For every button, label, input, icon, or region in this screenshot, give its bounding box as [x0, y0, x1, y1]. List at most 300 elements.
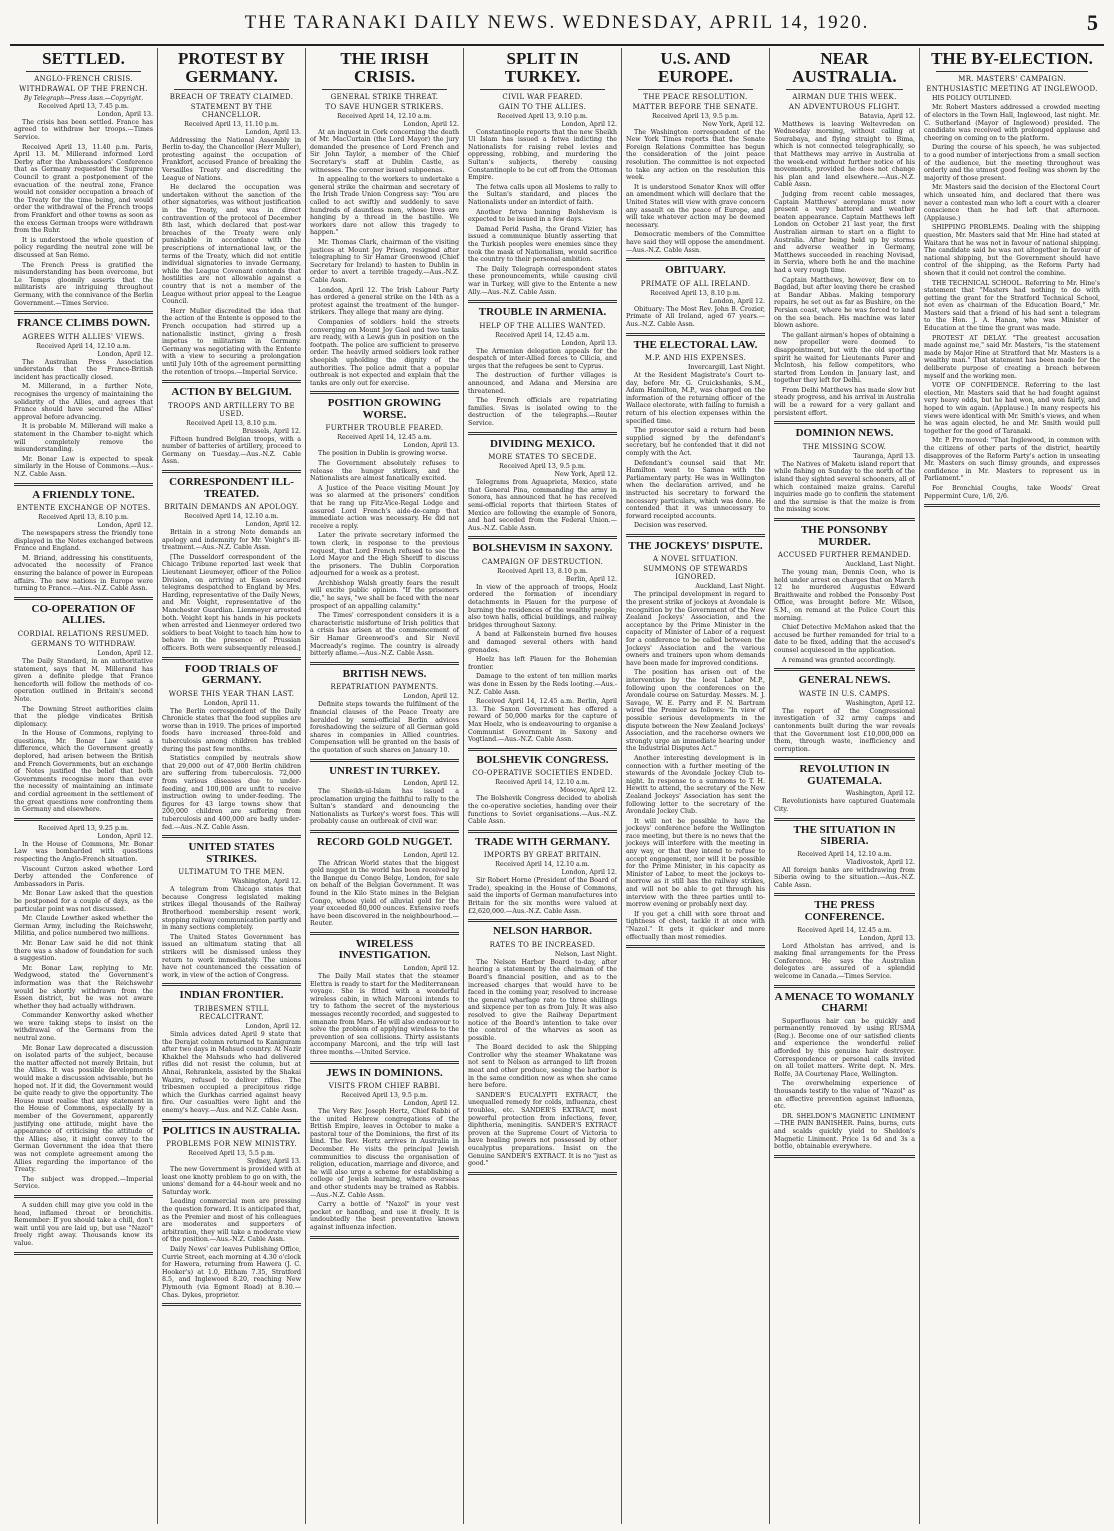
article — [468, 307, 617, 434]
article-subheadline: VISITS FROM CHIEF RABBI. — [328, 1082, 441, 1091]
article-subheadline: AIRMAN DUE THIS WEEK. — [792, 92, 897, 101]
article-paragraph: Revolutionists have captured Guatemala City. — [774, 798, 915, 813]
dateline: Washington, April 12. — [231, 878, 301, 886]
article — [468, 926, 617, 1175]
dateline: London, April 13. — [97, 110, 153, 118]
article-separator — [468, 300, 617, 303]
article-separator — [14, 1195, 153, 1198]
article — [774, 825, 915, 897]
article-paragraph: Companies of soldiers hold the streets converging on Mount Joy Gaol and two tanks are ready, with a Lewis gun in position on the footpath. The police are sufficient to preserve order. The heavily armed soldiers look rather sheepish upholding the dignity of the authorities. The police admit that a popular outbreak is not expected and explain that the tanks are only out for exercise. — [310, 318, 459, 387]
article-headline: NEAR AUSTRALIA. — [792, 49, 897, 86]
received-time: Received April 13, 7.45 p.m. — [38, 102, 129, 110]
dateline: London, April 12. — [97, 832, 153, 840]
article-paragraph: Commander Kenworthy asked whether we were taking steps to insist on the withdrawal of the Germans from the neutral zone. — [14, 1012, 153, 1043]
article-separator — [310, 391, 459, 394]
headline-rule — [322, 89, 447, 90]
article — [626, 541, 765, 948]
article-subheadline: IMPORTS BY GREAT BRITAIN. — [483, 851, 602, 860]
article-paragraph: Simla advices dated April 9 state that the Derajat column returned to Kaniguram after two days in Mahsud country. At Nazir Khakhel the Mahsuds who had delivered rifles did not resist the column, but at Ahnai, Rehrankela, assisted by the Shakai Wazirs, refused to deliver rifles. The tribesmen occupied a precipitous ridge which the Gurkhas carried against heavy fire. Our casualties were light and the enemy's heavy.—Aus. and N.Z. Cable Assn. — [162, 1030, 301, 1114]
newspaper-column — [622, 48, 770, 1524]
article-subheadline: ANGLO-FRENCH CRISIS. — [34, 74, 133, 83]
received-time: Received April 14, 12.10 a.m. — [495, 861, 590, 869]
article-paragraph: The Bolshevik Congress decided to abolish the co-operative societies, handing over their functions to Soviet organisations.—Aus.-N.Z. Cable Assn. — [468, 795, 617, 826]
dateline: London, April 12. — [403, 693, 459, 701]
article-headline: THE BY-ELECTION. — [931, 49, 1093, 68]
article-headline: OBITUARY. — [665, 264, 726, 277]
article-subheadline: ULTIMATUM TO THE MEN. — [178, 868, 285, 877]
article — [774, 525, 915, 671]
received-time: London, April 11. — [203, 699, 260, 707]
received-time: Received April 13, 9.25 p.m. — [38, 824, 129, 832]
headline-rule — [480, 89, 605, 90]
received-time: Received April 13, 8.10 p.m. — [650, 289, 741, 297]
article-paragraph: The French Press is gratified the misunderstanding has been overcome, but Le Temps gloomily asserts that the militarists are intriguing throughout Germany, with the connivance of the Berlin Government.—Times Service. — [14, 261, 153, 307]
article — [774, 992, 915, 1158]
article-paragraph: Defendant's counsel said that Mr. Hamilton went to Samoa with the Parliamentary party. He was in Wellington when the declaration arrived, and he instructed his secretary to forward the necessary particulars, which was done. He contended that it was unnecessary to forward receipted accounts. — [626, 459, 765, 520]
article-paragraph: Lord Atholstan has arrived, and is making final arrangements for the Press Conference. He says the Australian delegates are assured of a splendid welcome in Canada.—Times Service. — [774, 942, 915, 980]
article-paragraph: Decision was reserved. — [634, 522, 708, 530]
article-paragraph: For Bronchial Coughs, take Woods' Great Peppermint Cure, 1/6, 2/6. — [924, 484, 1100, 500]
received-time: Received April 14, 12.10 a.m. — [184, 513, 279, 521]
received-time: Received April 13, 11.10 p.m. — [184, 120, 279, 128]
article-paragraph: The Times' correspondent considers it is a characteristic misfortune of Irish politics that a crisis has arisen at the commencement of Sir Hamar Greenwood's and Sir Nevil Macready's regime. The country is already bitterly aflame.—Aus.-N.Z. Cable Assn. — [310, 612, 459, 658]
article-paragraph: The Berlin correspondent of the Daily Chronicle states that the food supplies are worse than in 1919. The prices of imported foods have increased three-fold and tuberculosis among children has trebled during the past few months. — [162, 707, 301, 753]
article-separator — [774, 757, 915, 760]
dateline: London, April 12. — [245, 1022, 301, 1030]
article-paragraph: Archbishop Walsh greatly fears the result will excite public opinion. "If the prisoners die," he says, "we shall be faced with the near prospect of an appalling calamity." — [310, 579, 459, 610]
article-headline: CORRESPONDENT ILL-TREATED. — [169, 476, 294, 500]
dateline: New York, April 12. — [554, 471, 617, 479]
article — [468, 543, 617, 750]
headline-rule — [638, 89, 753, 90]
article-headline: CO-OPERATION OF ALLIES. — [31, 602, 136, 627]
article-headline: UNITED STATES STRIKES. — [188, 841, 275, 865]
article-paragraph: It is understood the whole question of policy regarding the neutral zone will be discussed at San Remo. — [14, 236, 153, 259]
article-separator — [162, 1303, 301, 1306]
article-paragraph: In appealing to the workers to undertake a general strike the chairman and secretary of the Irish Trade Union Congress say: "You are called to act swiftly and suddenly to save hundreds of dauntless men, whose lives are hanging by a thread in the bastille. We workers dare not allow this tragedy to happen." — [310, 176, 459, 237]
article-paragraph: In the House of Commons, Mr. Bonar Law was bombarded with questions respecting the Anglo-French situation. — [14, 840, 153, 863]
article — [162, 1126, 301, 1307]
article-paragraph: SHIPPING PROBLEMS. Dealing with the shipping question, Mr. Masters said that Mr. Hine had stated at Waitara that he was not in favour of national shipping. The candidate said he was not altogether in favour of national shipping, but the Government should have control of the shipping, as the Reform Party had shown that it could not control the combine. — [924, 224, 1100, 277]
article-separator — [14, 1252, 153, 1255]
telegraph-credit: By Telegraph—Press Assn.—Copyright. — [23, 94, 144, 102]
article-subheadline: BRITAIN DEMANDS AN APOLOGY. — [164, 503, 299, 512]
article-paragraph: A telegram from Chicago states that because Congress legislated making strikes illegal thousands of the Railway Brotherhood membership resent work, stopping railway communication partly and in many sections completely. — [162, 886, 302, 932]
article-paragraph: It is understood Senator Knox will offer an amendment which will declare that the United States will view with grave concern any assault on the peace of Europe, and will take whatever action may be deemed necessary. — [626, 183, 765, 229]
article-separator — [774, 985, 915, 988]
article-headline: U.S. AND EUROPE. — [657, 49, 734, 86]
article-subheadline: RATES TO BE INCREASED. — [489, 940, 596, 949]
article-paragraph: It is probable M. Millerand will make a statement in the Chamber to-night which will completely remove the misunderstanding. — [14, 423, 153, 454]
article-separator — [310, 932, 459, 935]
dateline: London, April 12. — [403, 120, 459, 128]
article-paragraph: PROTEST AT DELAY. "The greatest accusation made against me," said Mr. Masters, "is the statement made by Major Hine at Stratford that Mr. Masters is a wealthy man." That statement has been made for the deliberate purpose of creating a breach between myself and the working men. — [924, 334, 1100, 380]
article — [14, 50, 153, 314]
article-separator — [774, 818, 915, 821]
article-subheadline: GENERAL STRIKE THREAT. — [330, 92, 439, 101]
article-separator — [14, 818, 153, 821]
article-paragraph: Daily News' car leaves Publishing Office, Currie Street, each morning at 4.30 o'clock for Hawera, returning from Hawera (J. C. Hooker's) at 1.0, Eltham 7.35, Stratford 8.5, and Inglewood 8.20, reaching New Plymouth (via Egmont Road) at 8.30.—Chas. Dykes, proprietor. — [162, 1245, 301, 1299]
article-subheadline: CIVIL WAR FEARED. — [502, 92, 583, 101]
article — [468, 837, 617, 923]
article — [310, 837, 459, 935]
newspaper-column — [770, 48, 920, 1524]
article — [310, 669, 459, 762]
article-paragraph: All foreign banks are withdrawing from Siberia owing to the situation.—Aus.-N.Z. Cable Assn. — [774, 866, 915, 889]
dateline: London, April 12. — [97, 522, 153, 530]
article-paragraph: It will not be possible to have the jockeys' conference before the Wellington race meeting, but there is no news that the jockeys will interfere with the meeting in any way, or that they intend to refuse to accept engagement, nor will it be possible for the Prime Minister, in his capacity as Minister of Labor, to meet the jockeys to-morrow as it still has the railway strikes, and will not be able to get through his interview with the three parties until to-morrow evening or probably next day. — [626, 817, 765, 909]
received-time: Received April 14, 12.10 a.m. — [36, 342, 131, 350]
article-paragraph: The position has arisen out of the intervention by the local Labor M.P., following upon the conferences on the Avondale course on Saturday. Messrs. M. J. Savage, W. E. Parry and F. N. Bartram wired the Premier as follows: "In view of possible serious developments in the dispute between the New Zealand Jockeys' Association, and the racehorse owners we strongly urge an immediate hearing under the Industrial Disputes Act." — [626, 669, 765, 753]
article-paragraph: From Delhi Matthews has made slow but steady progress, and his arrival in Australia will be a reward for a very gallant and persistent effort. — [774, 386, 915, 417]
article-paragraph: Received April 13, 11.40 p.m. Paris, April 13. M. Millerand informed Lord Derby after the Ambassadors' Conference that as Germany requested the Supreme Council to grant a postponement of the evacuation of the neutral zone, France would not consider occupation a breach of the Treaty for the time being, and would order the withdrawal of the French troops from Frankfort and other towns as soon as the excess German troops were withdrawn from the Ruhr. — [14, 143, 153, 235]
article-headline: THE PRESS CONFERENCE. — [804, 899, 885, 923]
article-headline: A MENACE TO WOMANLY CHARM! — [774, 990, 915, 1015]
article-headline: BRITISH NEWS. — [342, 667, 427, 680]
article-headline: SPLIT IN TURKEY. — [504, 49, 581, 86]
article-paragraph: Mr. Bonar Law asked that the question be postponed for a couple of days, as the particular point was not discussed. — [14, 890, 153, 913]
article-paragraph: Mr. Thomas Clark, chairman of the visiting justices at Mount Joy Prison, resigned after telegraphing to Sir Hamar Greenwood (Chief Secretary for Ireland) to hasten to Dublin in order to avert a terrible tragedy.—Aus.-N.Z. Cable Assn. — [310, 239, 459, 284]
article-paragraph: The Daily Telegraph correspondent states these pronouncements, while causing civil war in Turkey, will give to the Entente a new Ally.—Aus.-N.Z. Cable Assn. — [468, 265, 617, 296]
article-paragraph: The Downing Street authorities claim that the pledge vindicates British diplomacy. — [14, 705, 153, 728]
article-paragraph: Addressing the National Assembly in Berlin to-day, the Chancellor (Herr Muller), protesting against the occupation of Frankfort, accused France of breaking the Versailles Treaty and discrediting the League of Nations. — [162, 136, 301, 182]
article-separator — [162, 835, 301, 838]
dateline: London, April 12. — [403, 1100, 459, 1108]
article-paragraph: DR. SHELDON'S MAGNETIC LINIMENT—THE PAIN BANISHER. Pains, burns, cuts and scalds quickly yield to Sheldon's Magnetic Liniment. Price 1s 6d and 3s a bottle, obtainable everywhere. — [774, 1112, 915, 1151]
article-subheadline: CORDIAL RELATIONS RESUMED. — [17, 629, 150, 638]
article-headline: SETTLED. — [42, 49, 125, 68]
article-subheadline: GERMANS TO WITHDRAW. — [31, 639, 136, 648]
article-separator — [626, 945, 765, 948]
dateline: London, April 13. — [245, 128, 301, 136]
received-time: Received April 13, 8.10 p.m. — [186, 419, 277, 427]
article-headline: THE IRISH CRISIS. — [340, 49, 429, 86]
article-headline: INDIAN FRONTIER. — [179, 989, 284, 1002]
article-paragraph: A sudden chill may give you cold in the head, inflamed throat or bronchitis. Remember: If you should take a chill, don't wait until you are laid up, but use "Nazol" freely right away. Thousands know its value. — [14, 1201, 153, 1247]
received-time: Received April 13, 8.10 p.m. — [38, 514, 129, 522]
article-paragraph: M. Briand, addressing his constituents, advocated the necessity of France ensuring the balance of power in European affairs. The new nations in Europe were turning to France.—Aus.-N.Z. Cable Assn. — [14, 554, 153, 593]
article — [14, 1202, 153, 1255]
dateline: London, April 12. — [403, 780, 459, 788]
dateline: Washington, April 12. — [845, 790, 915, 798]
dateline: Vladivostok, April 12. — [846, 858, 915, 866]
newspaper-column — [306, 48, 464, 1524]
article-separator — [774, 421, 915, 424]
article-subheadline: SUMMONS OF STEWARDS IGNORED. — [643, 565, 748, 582]
article-separator — [468, 432, 617, 435]
article-headline: JEWS IN DOMINIONS. — [326, 1066, 443, 1079]
article-paragraph: The Daily Mail states that the steamer Elettra is ready to start for the Mediterranean voyage. She is fitted with a wonderful wireless cabin, in which Marconi intends to try to fathom the secret of the mysterious messages recently recorded, and suggested to emanate from Mars. He will also endeavour to solve the problem of applying wireless to the prevention of sea collisions. Thirty assistants accompany Marconi, and the trip will last three months.—United Service. — [310, 973, 459, 1056]
article-separator — [310, 759, 459, 762]
dateline: Auckland, Last Night. — [845, 561, 915, 569]
article-separator — [310, 1061, 459, 1064]
article-paragraph: He declared the occupation was undertaken without the sanction of the other signatories, was without justification in the Treaty, and was in direct contravention of the protocol of December 8th last, which declared that post-war breaches of the Treaty were only punishable in accordance with the prescriptions of international law, or the terms of the Treaty, which did not entitle individual signatories to invade Germany, while the League Covenant contends that hostilities are not allowable against a country that is not a member of the League without prior appeal to the League Council. — [162, 184, 301, 306]
article-paragraph: Statistics compiled by neutrals show that 29,000 out of 47,000 Berlin children are suffering from tuberculosis. 72,000 from various diseases due to under-feeding, and 100,000 are unfit to receive instruction owing to under-feeding. The figures for 43 large towns show that 200,000 children are suffering from tuberculosis and 400,000 are badly under-fed.—Aus.-N.Z. Cable Assn. — [162, 755, 301, 831]
article-paragraph: The prosecutor said a return had been supplied signed by the defendant's secretary, but he contended that it did not comply with the Act. — [626, 427, 765, 457]
article — [626, 50, 765, 261]
article-paragraph: The overwhelming experience of thousands testify to the value of "Nazol" as an effective prevention against influenza, etc. — [774, 1080, 915, 1111]
article-paragraph: The gallant airman's hopes of obtaining a new propeller were doomed to disappointment, but with the old sporting spirit he waited for Lieutenants Parer and McIntosh, his fellow competitors, who started from London in January last, and together they left for Delhi. — [774, 331, 915, 385]
dateline: London, April 12. — [709, 297, 765, 305]
article — [14, 825, 153, 1198]
article-paragraph: The Washington correspondent of the New York Times reports that the Senate Foreign Relations Committee has begun the consideration of the joint peace resolution. The committee is not expected to take any action on the resolution this week. — [626, 128, 765, 182]
article-headline: UNREST IN TURKEY. — [329, 764, 440, 777]
dateline: Batavia, April 12. — [859, 112, 915, 120]
article-paragraph: The destruction of further villages is announced, and Adana and Mersina are threatened. — [468, 372, 617, 395]
article-subheadline: STATEMENT BY THE CHANCELLOR. — [190, 102, 273, 119]
article-headline: RECORD GOLD NUGGET. — [316, 836, 453, 849]
received-time: Received April 14, 12.10 a.m. — [495, 779, 590, 787]
article-paragraph: Definite steps towards the fulfilment of the financial clauses of the Peace Treaty are heralded by semi-official Berlin advices foreshadowing the seizure of all German gold shares in companies in Allied countries. Compensation will be granted on the basis of the quotation of such shares on January 10. — [310, 701, 459, 754]
article-paragraph: Matthews is leaving Weltevreden on Wednesday morning, without calling at Sourabaya, and flying straight to Bima, which is not connected telegraphically, so that Matthews may arrive in Australia at the week-end without further notice of his movements, provided he does not change his plan and land elsewhere.—Aus.-N.Z. Cable Assn. — [774, 120, 915, 189]
article-subheadline: CO-OPERATIVE SOCIETIES ENDED. — [472, 769, 613, 778]
article-paragraph: The Board decided to ask the Shipping Controller why the steamer Whakatane was not sent to Nelson as arranged to lift frozen meat and other produce, seeing the harbor is in the same condition now as when she came here before. — [468, 1044, 617, 1090]
article-paragraph: A Justice of the Peace visiting Mount Joy was so alarmed at the prisoners' condition that he rang up Fitz-Vice-Regal Lodge and assured Lord French's aide-de-camp that immediate action was necessary. He did not receive a reply. — [310, 484, 459, 530]
article-subheadline: THE PEACE RESOLUTION. — [643, 92, 748, 101]
received-time: Received April 14, 12.45 a.m. — [337, 434, 432, 442]
article-separator — [468, 919, 617, 922]
dateline: New York, April 12. — [702, 120, 765, 128]
article-subheadline: ENTHUSIASTIC MEETING AT INGLEWOOD. — [926, 84, 1098, 93]
article-headline: DOMINION NEWS. — [795, 427, 894, 440]
article-paragraph: The Government absolutely refuses to release the hunger strikers, and the Nationalists are almost fanatically excited. — [310, 459, 459, 483]
article-paragraph: Carry a bottle of "Nazol" in your vest pocket or handbag, and use it freely. It is undoubtedly the best preventative known against influenza infection. — [310, 1201, 459, 1231]
dateline: Invercargill, Last Night. — [687, 364, 765, 372]
article-headline: BOLSHEVISM IN SAXONY. — [472, 542, 613, 555]
article — [468, 755, 617, 833]
article-subheadline: BREACH OF TREATY CLAIMED. — [169, 92, 294, 101]
article-paragraph: Herr Muller discredited the idea that the action of the Entente is opposed to the French occupation had stirred up a nationalistic instinct, giving a fresh impetus to militarism in Germany. Germany was negotiating with the Entente with a view to securing a prolongation until July 10th of the agreement permitting the retention of troops.—Imperial Service. — [162, 307, 301, 376]
article-paragraph: The Australian Press Association understands that the France-British incident has practically closed. — [14, 358, 153, 381]
article-paragraph: Captain Matthews, however, flew on to Bagdad, but after leaving there he crashed at Bandar Abbas. Making temporary repairs, he set out as far as Bushire, on the Persian coast, where he was forced to land on the sea beach. His machine was later blown ashore. — [774, 276, 915, 330]
article-paragraph: At the Resident Magistrate's Court to-day, before Mr. G. Cruickshanks, S.M., Adam Hamilton, M.P., was charged on the information of the returning officer of the Wallace electorate, with failing to furnish a return of his election expenses within the specified time. — [626, 372, 765, 425]
received-time: Received April 13, 8.10 p.m. — [497, 567, 588, 575]
article — [468, 50, 617, 303]
article-separator — [774, 893, 915, 896]
article-paragraph: Democratic members of the Committee have said they will oppose the amendment.—Aus.-N.Z. Cable Assn. — [626, 231, 765, 254]
article-paragraph: Damad Ferid Pasha, the Grand Vizier, has issued a communique bluntly asserting that the Turkish peoples were enemies since they took the mask of Nationalism, would sacrifice the country to their personal ambition. — [468, 225, 617, 264]
article-paragraph: The new Government is provided with at least one knotty problem to go on with, the unions' demand for a 44-hour week and no Saturday work. — [162, 1166, 301, 1196]
article — [774, 50, 915, 424]
article — [310, 766, 459, 834]
headline-rule — [936, 71, 1088, 72]
article-paragraph: [The Dusseldorf correspondent of the Chicago Tribune reported last week that Lieutenant Lieumeyer, officer of the Police Division, on arriving at Essen secured telegrams despatched to England by Mrs. Harding, representative of the Daily News, and Mr. Voight, representative of the Manchester Guardian. Lienmeyer arrested both. Voight kept his hands in his pockets when arrested and Lienmeyer ordered two soldiers to beat Voight to teach him how to behave in the presence of Prussian officers. Both were subsequently released.] — [162, 553, 301, 653]
article-headline: ACTION BY BELGIUM. — [171, 386, 292, 399]
dateline: Moscow, April 12. — [559, 787, 617, 795]
article-paragraph: Later the private secretary informed the town clerk, in response to the previous request, that Lord French refused to see the Lord Mayor and the High Sheriff to discuss the prisoners. The Dublin Corporation adjourned for a week as a protest. — [310, 532, 459, 578]
headline-rule — [786, 89, 903, 90]
article-headline: THE SITUATION IN SIBERIA. — [793, 823, 896, 848]
article-separator — [774, 668, 915, 671]
article-subheadline: PROBLEMS FOR NEW MINISTRY. — [166, 1140, 297, 1149]
article-paragraph: A remand was granted accordingly. — [782, 656, 896, 664]
article-paragraph: Damage to the extent of ten million marks was done in Essen by the Reds looting.—Aus.-N.Z. Cable Assn. — [468, 673, 617, 696]
article-headline: NELSON HARBOR. — [492, 925, 593, 938]
article-subheadline: REPATRIATION PAYMENTS. — [330, 683, 439, 692]
newspaper-column — [464, 48, 622, 1524]
received-time: Received April 13, 9.5 p.m. — [652, 112, 739, 120]
columns-container — [10, 48, 1104, 1526]
article-headline: THE PONSONBY MURDER. — [800, 523, 889, 548]
article-separator — [924, 504, 1100, 507]
article — [162, 50, 301, 383]
article-subheadline: FURTHER TROUBLE FEARED. — [325, 424, 444, 433]
article-separator — [310, 662, 459, 665]
dateline: London, April 13. — [561, 339, 617, 347]
article-separator — [162, 470, 301, 473]
dateline: London, April 13. — [403, 442, 459, 450]
article-paragraph: The African World states that the biggest gold nugget in the world has been received by the Banque du Congo Belge, London, for sale on behalf of the Belgian Government. It was found in the Kilo State mines in the Belgian Congo, whose yield of alluvial gold for the year exceeded 80,000 ounces. Extensive reefs have been discovered in the neighbourhood.—Reuter. — [310, 859, 459, 928]
article-separator — [310, 830, 459, 833]
article-separator — [162, 380, 301, 383]
article-subheadline: WORSE THIS YEAR THAN LAST. — [168, 689, 295, 698]
article-paragraph: The United States Government has issued an ultimatum stating that all strikers will be dismissed unless they return to work immediately. The unions have not countenanced the cessation of work, in view of the action of Congress. — [162, 933, 301, 979]
article — [310, 398, 459, 665]
article-paragraph: Hoelz has left Plauen for the Bohemian frontier. — [468, 656, 617, 671]
article-paragraph: The young man, Dennis Coen, who is held under arrest on charges that on March 12 he murdered Augustus Edward Braithwaite and robbed the Ponsonby Post Office, was brought before Mr. Wilson, S.M., on remand at the Police Court this morning. — [774, 569, 915, 622]
article — [626, 340, 765, 537]
dateline: London, April 12. — [97, 649, 153, 657]
article — [774, 675, 915, 760]
article-paragraph: Chief Detective McMahon asked that the accused be further remanded for trial to a date to be fixed, adding that the accused's counsel acquiesced in the application. — [774, 624, 915, 654]
article-paragraph: The French officials are repatriating families. Sivas is isolated owing to the destruction of the telegraphs.—Reuter Service. — [468, 397, 617, 428]
article-paragraph: Superfluous hair can be quickly and permanently removed by using RUSMA (Reg.). Become one of our satisfied clients and experience the wonderful relief afforded by this genuine hair destroyer. Correspondence or personal calls invited on all toilet matters. Write dept. N. Mrs. Rolfe, 3A Courtenay Place, Wellington. — [774, 1017, 915, 1078]
article-separator — [162, 1119, 301, 1122]
article-headline: WIRELESS INVESTIGATION. — [338, 937, 431, 962]
dateline: Nelson, Last Night. — [554, 950, 617, 958]
article-separator — [774, 518, 915, 521]
received-time: Received April 14, 12.45 a.m. — [495, 331, 590, 339]
article-subheadline: M.P. AND HIS EXPENSES. — [644, 354, 747, 363]
article-paragraph: M. Millerand, in a further Note, recognises the urgency of maintaining the solidarity of the Allies, and agrees that France should have secured the Allies' approval before advancing. — [14, 383, 153, 421]
article-paragraph: The Very Rev. Joseph Hertz, Chief Rabbi of the united Hebrew congregations of the British Empire, leaves in October to make a pastoral tour of the Dominions, the first of its kind. The Rev. Hertz arrives in Australia in December. He visits the principal Jewish communities to discuss the organisation of religion, education, marriage and divorce, and he will also urge a scheme for establishing a college of Jewish learning, where overseas and other students may be trained as Rabbis.—Aus.-N.Z. Cable Assn. — [310, 1108, 459, 1199]
article-paragraph: Mr. Masters said the decision of the Electoral Court which unseated him, and declared that there was never a contested man who left a court with a clearer conscience than he had left that afternoon. (Applause.) — [924, 184, 1100, 222]
article — [162, 477, 301, 660]
received-time: Received April 14, 12.10 a.m. — [337, 112, 432, 120]
dateline: Brussels, April 12. — [242, 427, 301, 435]
article-paragraph: Mr. Bonar Law deprecated a discussion on isolated parts of the subject, because the matter affected not merely Britain, but the Allies. It was possible developments would make a discussion advisable, but he hoped not. If it did, the Government would be quite ready to give the opportunity. The House must realise that any statement in the House of Commons, especially by a member of the Government, apparently justifying one attitude, might have the appearance of criticising the attitude of the Allies; also, it might convey to the German Government the idea that there was not complete agreement among the Allies regarding the importance of the Treaty. — [14, 1044, 153, 1174]
article-subheadline: TRIBESMEN STILL RECALCITRANT. — [194, 1004, 269, 1021]
masthead-title: THE TARANAKI DAILY NEWS. WEDNESDAY, APRIL 14, 1920. — [244, 12, 870, 33]
article-paragraph: Judging from recent cable messages, Captain Matthews' aeroplane must now present a very battered and weather beaten appearance. Captain Matthews left London on October 21 last year, the first Australian airman to start on a flight to Australia. After being held up by storms and adverse weather in Germany, Matthews succeeded in reaching Novisad, in Servia, where both he and the machine had a very rough time. — [774, 191, 915, 274]
article — [468, 439, 617, 540]
article-subheadline: AGREES WITH ALLIES' VIEWS. — [22, 332, 145, 341]
received-time: Received April 13, 9.5 p.m. — [499, 463, 586, 471]
dateline: London, April 12. — [561, 869, 617, 877]
newspaper-column — [158, 48, 306, 1524]
article-headline: TRADE WITH GERMANY. — [475, 835, 610, 848]
article — [774, 428, 915, 521]
dateline: London, April 12. — [97, 350, 153, 358]
received-time: Received April 13, 5.5 p.m. — [188, 1150, 275, 1158]
dateline: London, April 12. — [245, 521, 301, 529]
article-paragraph: Mr. Bonar Law, replying to Mr. Wedgwood, stated the Government's information was that the Reichswehr would be shortly withdrawn from the Essen district, but he was not aware whether they had actually withdrawn. — [14, 964, 153, 1010]
article-paragraph: THE TECHNICAL SCHOOL. Referring to Mr. Hine's statement that "Masters had nothing to do with getting the grant for the Stratford Technical School, not even as chairman of the Education Board," Mr. Masters said that a friend of his had sent a telegram to the Hon. J. A. Hanan, who was Minister of Education at the time the grant was made. — [924, 279, 1100, 333]
article-headline: POSITION GROWING WORSE. — [327, 397, 442, 421]
article-subheadline: AN ADVENTUROUS FLIGHT. — [788, 102, 901, 111]
article-paragraph: The Nelson Harbor Board to-day, after hearing a statement by the chairman of the Board's financial position, and as to the increased charges that would have to be faced in the coming year, resolved to increase the general wharfage rate to three shillings and sixpence per ton as from July. It was also resolved to give the Railway Department notice of the Board's intention to take over the control of the wharves as soon as possible. — [468, 958, 617, 1042]
article-paragraph: Mr. Bonar Law is expected to speak similarly in the House of Commons.—Aus.-N.Z. Cable Assn. — [14, 455, 153, 478]
article-paragraph: Telegrams from Aguaprieta, Mexico, state that General Pina, commanding the army in Sonora, has announced that he has received semi-official reports that thirteen States of Mexico are following the example of Sonora, and had seceded from the Federal Union.—Aus.-N.Z. Cable Assn. — [468, 479, 617, 532]
article-subheadline: THE MISSING SCOW. — [802, 442, 887, 451]
article — [14, 490, 153, 600]
dateline: Tauranga, April 13. — [853, 452, 915, 460]
article — [774, 900, 915, 987]
article-paragraph: Mr. P. Pro moved: "That Inglewood, in common with the citizens of other parts of the district, heartily disapproves of the Reform Party's action in unseating Mr. Masters on such flimsy grounds, and expresses confidence in Mr. Masters to represent us in Parliament." — [924, 437, 1100, 483]
article-headline: FOOD TRIALS OF GERMANY. — [184, 662, 279, 687]
headline-rule — [26, 71, 141, 72]
article-paragraph: Mr. Claude Lowther asked whether the German Army, including the Reichswehr, Militia, and police numbered two millions. — [14, 915, 153, 938]
article-subheadline: TROOPS AND ARTILLERY TO BE USED. — [168, 401, 295, 418]
article-separator — [626, 534, 765, 537]
article-paragraph: Another interesting development is in connection with a further meeting of the stewards of the Avondale Jockey Club to-night. In response to a summons to T. H. Hewitt to attend, the secretary of the New Zealand Jockeys' Association has sent the following letter to the secretary of the Avondale Jockey Club. — [626, 754, 765, 816]
masthead — [10, 8, 1104, 46]
article-paragraph: If you get a chill with sore throat and tightness of chest, tackle it at once with "Nazol." It gets it quicker and more effectually than most remedies. — [626, 910, 765, 941]
newspaper-column — [920, 48, 1104, 1524]
article — [310, 1068, 459, 1239]
article-subheadline: A NOVEL SITUATION. — [652, 555, 739, 564]
article-separator — [162, 657, 301, 660]
article-subheadline: TO SAVE HUNGER STRIKERS. — [325, 102, 444, 111]
article-paragraph: SANDER'S EUCALYPTI EXTRACT, the unequalled remedy for colds, influenza, chest troubles, etc. SANDER'S EXTRACT, most powerful protection from infections, fever, diphtheria, meningitis. SANDER'S EXTRACT proven at the Supreme Court of Victoria to have healing powers not possessed by other eucalyptus preparations. Insist on the Genuine SANDER'S EXTRACT. It is no "just as good." — [468, 1091, 617, 1168]
article-paragraph: The Sheikh-ul-Islam has issued a proclamation urging the faithful to rally to the Sultan's standard and denouncing the Nationalists as Turkey's worst foes. This will probably cause an outbreak of civil war. — [310, 788, 459, 826]
article-paragraph: Another fetwa banning Bolshevism is expected to be issued in a few days. — [468, 208, 617, 224]
received-time: Received April 14, 12.10 a.m. — [797, 850, 892, 858]
article-headline: A FRIENDLY TONE. — [32, 488, 135, 501]
received-time: Received April 13, 9.10 p.m. — [497, 112, 588, 120]
article — [162, 387, 301, 473]
article — [924, 50, 1100, 507]
article-paragraph: The report of the Congressional investigation of 32 army camps and cantonments built during the war reveals that the Government lost £10,000,000 on them, through waste, inefficiency and corruption. — [774, 707, 915, 753]
article-subheadline: ENTENTE EXCHANGE OF NOTES. — [16, 504, 151, 513]
article-headline: THE JOCKEYS' DISPUTE. — [628, 539, 763, 552]
article-paragraph: The Daily Standard, in an authoritative statement, says that M. Millerand has given a definite pledge that France henceforth will follow the methods of co-operation outlined in Britain's second Note. — [14, 657, 153, 703]
article-subheadline: MR. MASTERS' CAMPAIGN. — [958, 74, 1066, 83]
article — [162, 842, 301, 986]
newspaper-column — [10, 48, 158, 1524]
article-paragraph: The newspapers stress the friendly tone displayed in the Notes exchanged between France and England. — [14, 530, 153, 553]
article — [162, 990, 301, 1121]
article-separator — [774, 1155, 915, 1158]
article — [14, 604, 153, 821]
article-separator — [162, 983, 301, 986]
article-separator — [468, 536, 617, 539]
dateline: Washington, April 12. — [845, 699, 915, 707]
article — [14, 318, 153, 485]
article-headline: REVOLUTION IN GUATEMALA. — [799, 763, 890, 787]
article-paragraph: Constantinople reports that the new Sheikh Ul Islam has issued a fetwa indicting the Nationalists for raising rebel levies and oppressing, robbing, and murdering the Sultan's subjects, thereby causing Constantinople to be cut off from the Ottoman Empire. — [468, 128, 617, 182]
article-paragraph: In the House of Commons, replying to questions, Mr. Bonar Law said a difference, which the Government greatly deplored, had arisen between the British and French Governments, but an exchange of Notes justified the belief that both Governments recognise more than ever the necessity of maintaining an intimate and cordial agreement in the settlement of the great questions now confronting them in Germany and elsewhere. — [14, 730, 153, 814]
article-subheadline: MATTER BEFORE THE SENATE. — [632, 102, 759, 111]
dateline: Berlin, April 12. — [565, 575, 617, 583]
dateline: London, April 13. — [859, 934, 915, 942]
article-headline: GENERAL NEWS. — [798, 674, 891, 687]
article-paragraph: London, April 12. The Irish Labour Party has ordered a general strike on the 14th as a protest against the treatment of the hunger-strikers. They allege that many are dying. — [310, 286, 459, 317]
article-paragraph: Received April 14, 12.45 a.m. Berlin, April 13. The Saxon Government has offered a reward of 50,000 marks for the capture of Max Hoelz, who is endeavouring to organise a Communist Government in Saxony and Vogtland.—Aus.-N.Z. Cable Assn. — [468, 698, 617, 744]
article-separator — [626, 333, 765, 336]
article-headline: PROTEST BY GERMANY. — [178, 49, 285, 86]
article-subheadline: WASTE IN U.S. CAMPS. — [798, 689, 891, 698]
dateline: London, April 12. — [561, 120, 617, 128]
article-paragraph: A band at Falkenstein burned five houses and damaged several others with hand grenades. — [468, 631, 617, 654]
article — [626, 265, 765, 335]
article-paragraph: The Armenian delegation appeals for the despatch of inter-Allied forces to Cilicia, and urges that the refugees be sent to Cyprus. — [468, 347, 617, 370]
article-headline: TROUBLE IN ARMENIA. — [478, 306, 607, 319]
article-paragraph: VOTE OF CONFIDENCE. Referring to the last election, Mr. Masters said that he had fought against very heavy odds, but he had won, and won fairly, and hoped to win again. (Applause.) In many respects his views were identical with Mr. Smith's views, and when he was again elected, he and Mr. Smith would pull together for the good of Taranaki. — [924, 382, 1100, 435]
article-paragraph: The position in Dublin is growing worse. — [318, 450, 448, 458]
article-subheadline: HELP OF THE ALLIES WANTED. — [479, 321, 606, 330]
dateline: London, April 12. — [403, 965, 459, 973]
